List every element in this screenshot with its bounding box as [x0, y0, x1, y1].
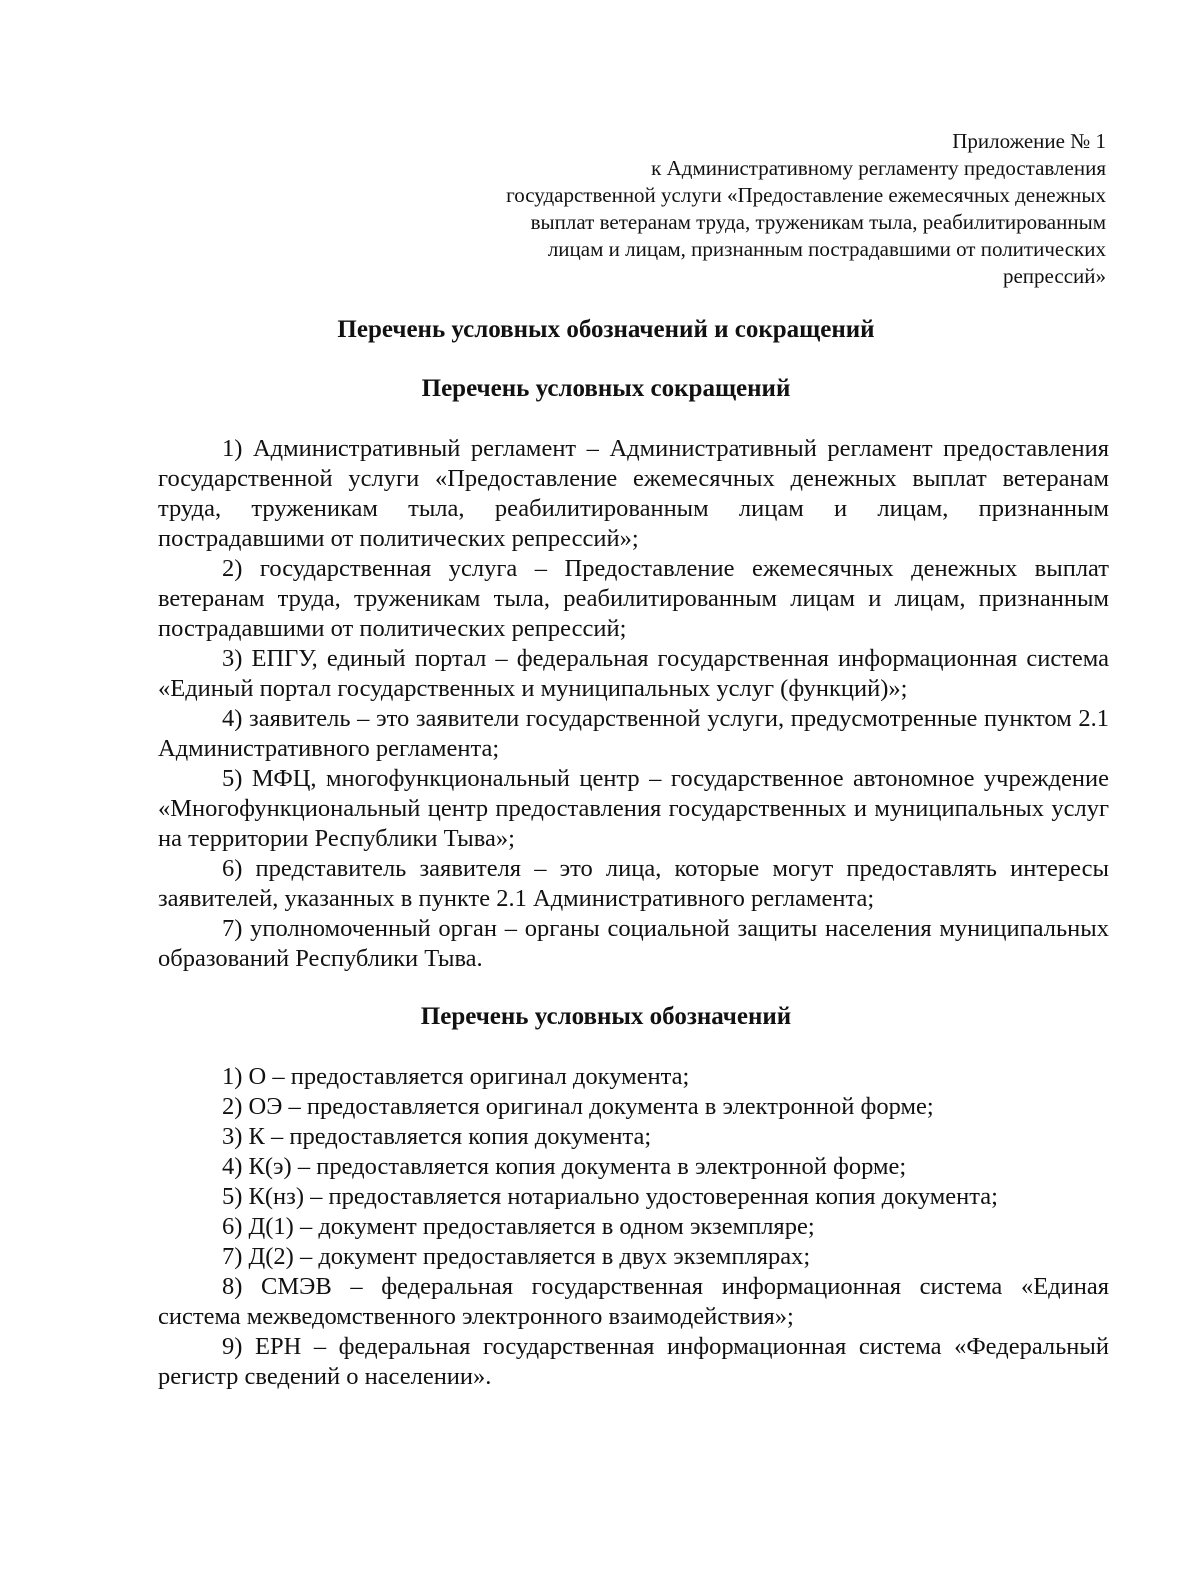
symbols-heading: Перечень условных обозначений: [420, 1003, 792, 1030]
abbreviation-item: 4) заявитель – это заявители государственной услуги, предусмотренные пунктом 2.1 Административного регламента;: [158, 705, 1109, 762]
abbreviation-item: 7) уполномоченный орган – органы социальной защиты населения муниципальных образований Республики Тыва.: [158, 915, 1109, 972]
symbol-item: 9) ЕРН – федеральная государственная информационная система «Федеральный регистр сведений о населении».: [158, 1333, 1109, 1390]
appendix-header-line: репрессий»: [1002, 264, 1106, 288]
abbreviation-item: 1) Административный регламент – Административный регламент предоставления государственной услуги «Предоставление ежемесячных денежных выплат ветеранам труда, труженикам тыла, реабилитированным лицам и лицам, признанным пострадавшими от политических репрессий»;: [158, 435, 1109, 552]
appendix-header-line: государственной услуги «Предоставление ежемесячных денежных: [506, 183, 1106, 207]
symbol-item: 8) СМЭВ – федеральная государственная информационная система «Единая система межведомственного электронного взаимодействия»;: [158, 1273, 1109, 1330]
abbreviations-list: [158, 434, 1109, 974]
appendix-header-line: выплат ветеранам труда, труженикам тыла, реабилитированным: [530, 210, 1106, 234]
appendix-header-line: Приложение № 1: [952, 129, 1106, 153]
appendix-header-line: к Административному регламенту предоставления: [651, 156, 1106, 180]
symbol-item: 3) К – предоставляется копия документа;: [222, 1123, 652, 1150]
symbol-item: 2) ОЭ – предоставляется оригинал документа в электронной форме;: [222, 1093, 934, 1120]
abbreviations-heading: Перечень условных сокращений: [421, 375, 791, 402]
abbreviation-item: 6) представитель заявителя – это лица, которые могут предоставлять интересы заявителей, указанных в пункте 2.1 Административного регламента;: [158, 855, 1109, 912]
symbol-item: 1) О – предоставляется оригинал документа;: [222, 1063, 690, 1090]
symbol-item: 4) К(э) – предоставляется копия документа в электронной форме;: [222, 1153, 907, 1180]
symbol-item: 7) Д(2) – документ предоставляется в двух экземплярах;: [222, 1243, 811, 1270]
abbreviation-item: 2) государственная услуга – Предоставление ежемесячных денежных выплат ветеранам труда, труженикам тыла, реабилитированным лицам и лицам, признанным пострадавшими от политических репрессий;: [158, 555, 1109, 642]
appendix-header-line: лицам и лицам, признанным пострадавшими от политических: [547, 237, 1106, 261]
symbol-item: 6) Д(1) – документ предоставляется в одном экземпляре;: [222, 1213, 815, 1240]
symbol-item: 5) К(нз) – предоставляется нотариально удостоверенная копия документа;: [222, 1183, 998, 1210]
abbreviation-item: 5) МФЦ, многофункциональный центр – государственное автономное учреждение «Многофункциональный центр предоставления государственных и муниципальных услуг на территории Республики Тыва»;: [158, 765, 1109, 852]
document-title: Перечень условных обозначений и сокращений: [337, 316, 875, 343]
abbreviation-item: 3) ЕПГУ, единый портал – федеральная государственная информационная система «Единый портал государственных и муниципальных услуг (функций)»;: [158, 645, 1109, 702]
appendix-header: [406, 128, 1106, 290]
symbols-list: [158, 1062, 1109, 1392]
